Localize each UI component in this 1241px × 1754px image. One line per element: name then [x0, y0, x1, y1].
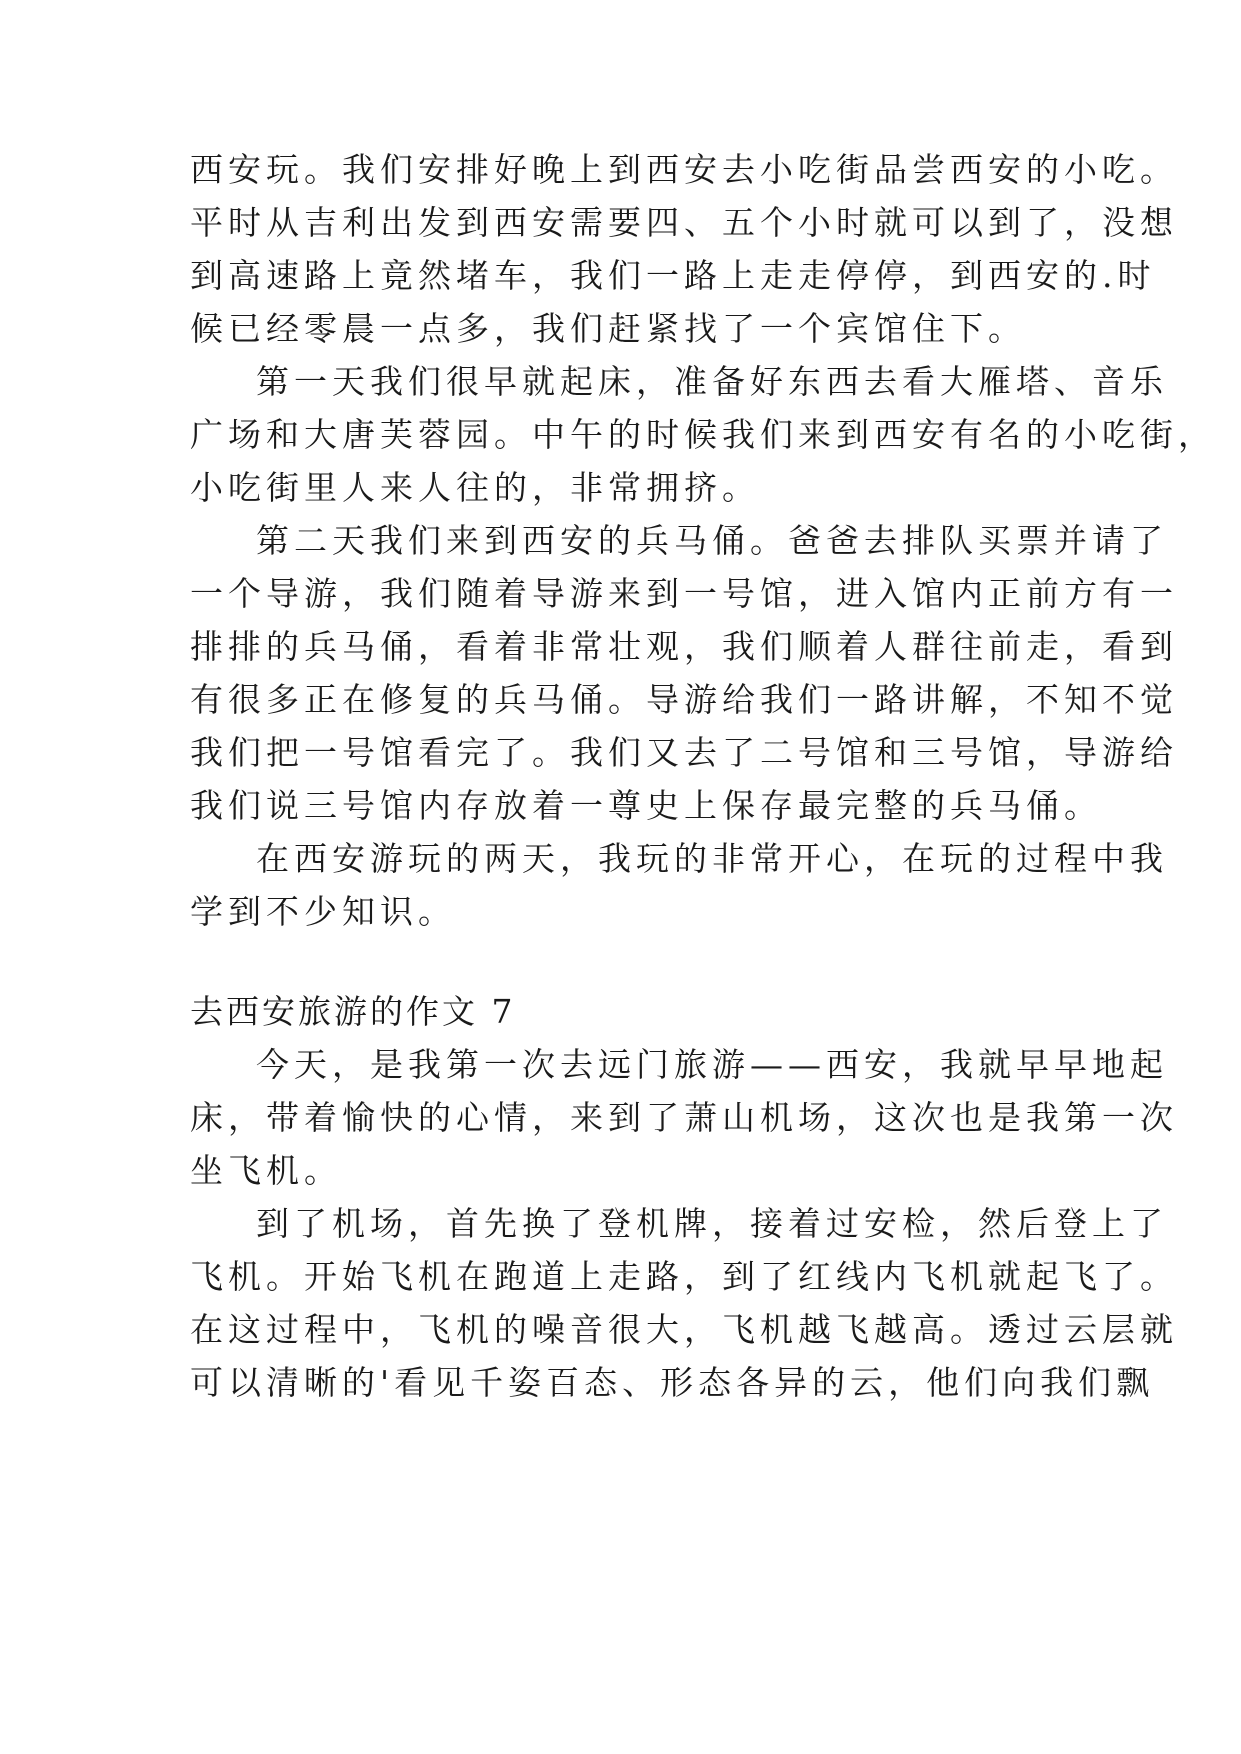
text-line: 平时从吉利出发到西安需要四、五个小时就可以到了，没想 — [190, 203, 1178, 242]
paragraph-first-line: 在西安游玩的两天，我玩的非常开心，在玩的过程中我 — [256, 839, 1168, 878]
text-line: 飞机。开始飞机在跑道上走路，到了红线内飞机就起飞了。 — [190, 1257, 1178, 1296]
text-line: 可以清晰的'看见千姿百态、形态各异的云，他们向我们飘 — [190, 1363, 1155, 1402]
text-line: 候已经零晨一点多，我们赶紧找了一个宾馆住下。 — [190, 309, 1026, 348]
text-line: 广场和大唐芙蓉园。中午的时候我们来到西安有名的小吃街， — [190, 415, 1216, 454]
paragraph-first-line: 第一天我们很早就起床，准备好东西去看大雁塔、音乐 — [256, 362, 1168, 401]
text-line: 坐飞机。 — [190, 1151, 342, 1190]
text-line: 排排的兵马俑，看着非常壮观，我们顺着人群往前走，看到 — [190, 627, 1178, 666]
text-line: 床，带着愉快的心情，来到了萧山机场，这次也是我第一次 — [190, 1098, 1178, 1137]
text-line: 我们把一号馆看完了。我们又去了二号馆和三号馆，导游给 — [190, 733, 1178, 772]
text-line: 西安玩。我们安排好晚上到西安去小吃街品尝西安的小吃。 — [190, 150, 1178, 189]
text-line: 小吃街里人来人往的，非常拥挤。 — [190, 468, 760, 507]
text-line: 一个导游，我们随着导游来到一号馆，进入馆内正前方有一 — [190, 574, 1178, 613]
text-line: 到高速路上竟然堵车，我们一路上走走停停，到西安的.时 — [190, 256, 1156, 295]
text-line: 有很多正在修复的兵马俑。导游给我们一路讲解，不知不觉 — [190, 680, 1178, 719]
text-line: 学到不少知识。 — [190, 892, 456, 931]
text-line: 在这过程中，飞机的噪音很大，飞机越飞越高。透过云层就 — [190, 1310, 1178, 1349]
section-heading: 去西安旅游的作文 7 — [190, 992, 516, 1031]
paragraph-first-line: 第二天我们来到西安的兵马俑。爸爸去排队买票并请了 — [256, 521, 1168, 560]
text-line: 我们说三号馆内存放着一尊史上保存最完整的兵马俑。 — [190, 786, 1102, 825]
paragraph-first-line: 今天，是我第一次去远门旅游——西安，我就早早地起 — [256, 1045, 1168, 1084]
paragraph-first-line: 到了机场，首先换了登机牌，接着过安检，然后登上了 — [256, 1204, 1168, 1243]
